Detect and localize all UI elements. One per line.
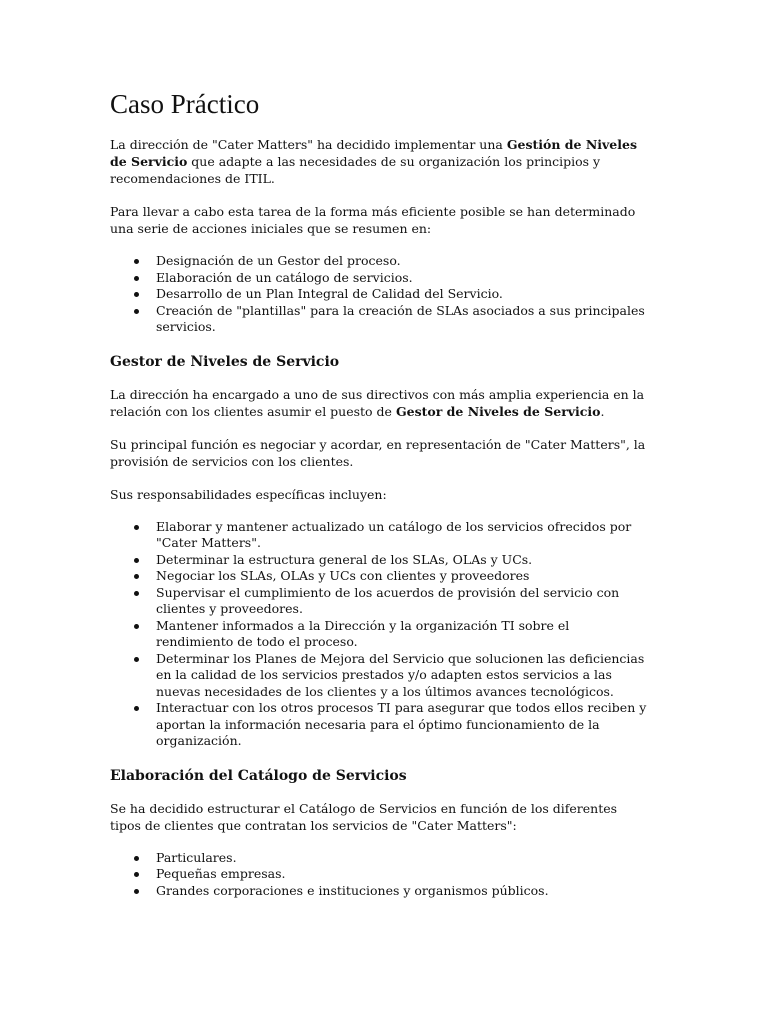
gestor-text-bold: Gestor de Niveles de Servicio [395, 403, 601, 419]
catalogo-paragraph: Se ha decidido estructurar el Catálogo de Servicios en función de los diferentes tipos de clientes que contratan los servicios de "Cater Matters": [110, 800, 618, 833]
gestor-text-pre: La dirección ha encargado a uno de sus directivos con más amplia experiencia en la relación con los clientes asumir el puesto de [110, 386, 645, 419]
list-item: Elaboración de un catálogo de servicios. [156, 270, 650, 287]
gestor-paragraph-1 [110, 386, 650, 420]
actions-list [110, 253, 650, 336]
list-item: Designación de un Gestor del proceso. [156, 253, 650, 270]
list-item: Grandes corporaciones e instituciones y organismos públicos. [156, 883, 650, 900]
list-item: Desarrollo de un Plan Integral de Calidad del Servicio. [156, 286, 650, 303]
list-item: Mantener informados a la Dirección y la organización TI sobre el rendimiento de todo el proceso. [156, 618, 650, 651]
section-heading-gestor: Gestor de Niveles de Servicio [110, 353, 340, 370]
gestor-text-post: . [600, 403, 605, 419]
gestor-paragraph-3: Sus responsabilidades específicas incluyen: [110, 486, 387, 502]
actions-intro-paragraph: Para llevar a cabo esta tarea de la forma más eficiente posible se han determinado una serie de acciones iniciales que se resumen en: [110, 204, 636, 236]
client-types-list [110, 850, 650, 900]
document-content [110, 86, 650, 899]
page-title: Caso Práctico [110, 89, 260, 119]
list-item: Negociar los SLAs, OLAs y UCs con clientes y proveedores [156, 568, 650, 585]
list-item: Pequeñas empresas. [156, 866, 650, 883]
intro-text-pre: La dirección de "Cater Matters" ha decidido implementar una [110, 137, 507, 152]
list-item: Particulares. [156, 850, 650, 867]
list-item: Determinar la estructura general de los SLAs, OLAs y UCs. [156, 552, 650, 569]
section-heading-catalogo: Elaboración del Catálogo de Servicios [110, 767, 407, 784]
list-item: Elaborar y mantener actualizado un catálogo de los servicios ofrecidos por "Cater Matters". [156, 519, 650, 552]
gestor-paragraph-2: Su principal función es negociar y acordar, en representación de "Cater Matters", la provisión de servicios con los clientes. [110, 436, 646, 469]
list-item: Interactuar con los otros procesos TI para asegurar que todos ellos reciben y aportan la información necesaria para el óptimo funcionamiento de la organización. [156, 700, 650, 750]
intro-paragraph [110, 136, 650, 187]
list-item: Supervisar el cumplimiento de los acuerdos de provisión del servicio con clientes y proveedores. [156, 585, 650, 618]
intro-text-bold: Gestión de Niveles de Servicio [110, 137, 637, 169]
responsibilities-list [110, 519, 650, 750]
intro-text-post: que adapte a las necesidades de su organización los principios y recomendaciones de ITIL. [110, 154, 601, 186]
list-item: Creación de "plantillas" para la creación de SLAs asociados a sus principales servicios. [156, 303, 650, 336]
list-item: Determinar los Planes de Mejora del Servicio que solucionen las deficiencias en la calidad de los servicios prestados y/o adapten estos servicios a las nuevas necesidades de los clientes y a los últimos avances tecnológicos. [156, 651, 650, 701]
